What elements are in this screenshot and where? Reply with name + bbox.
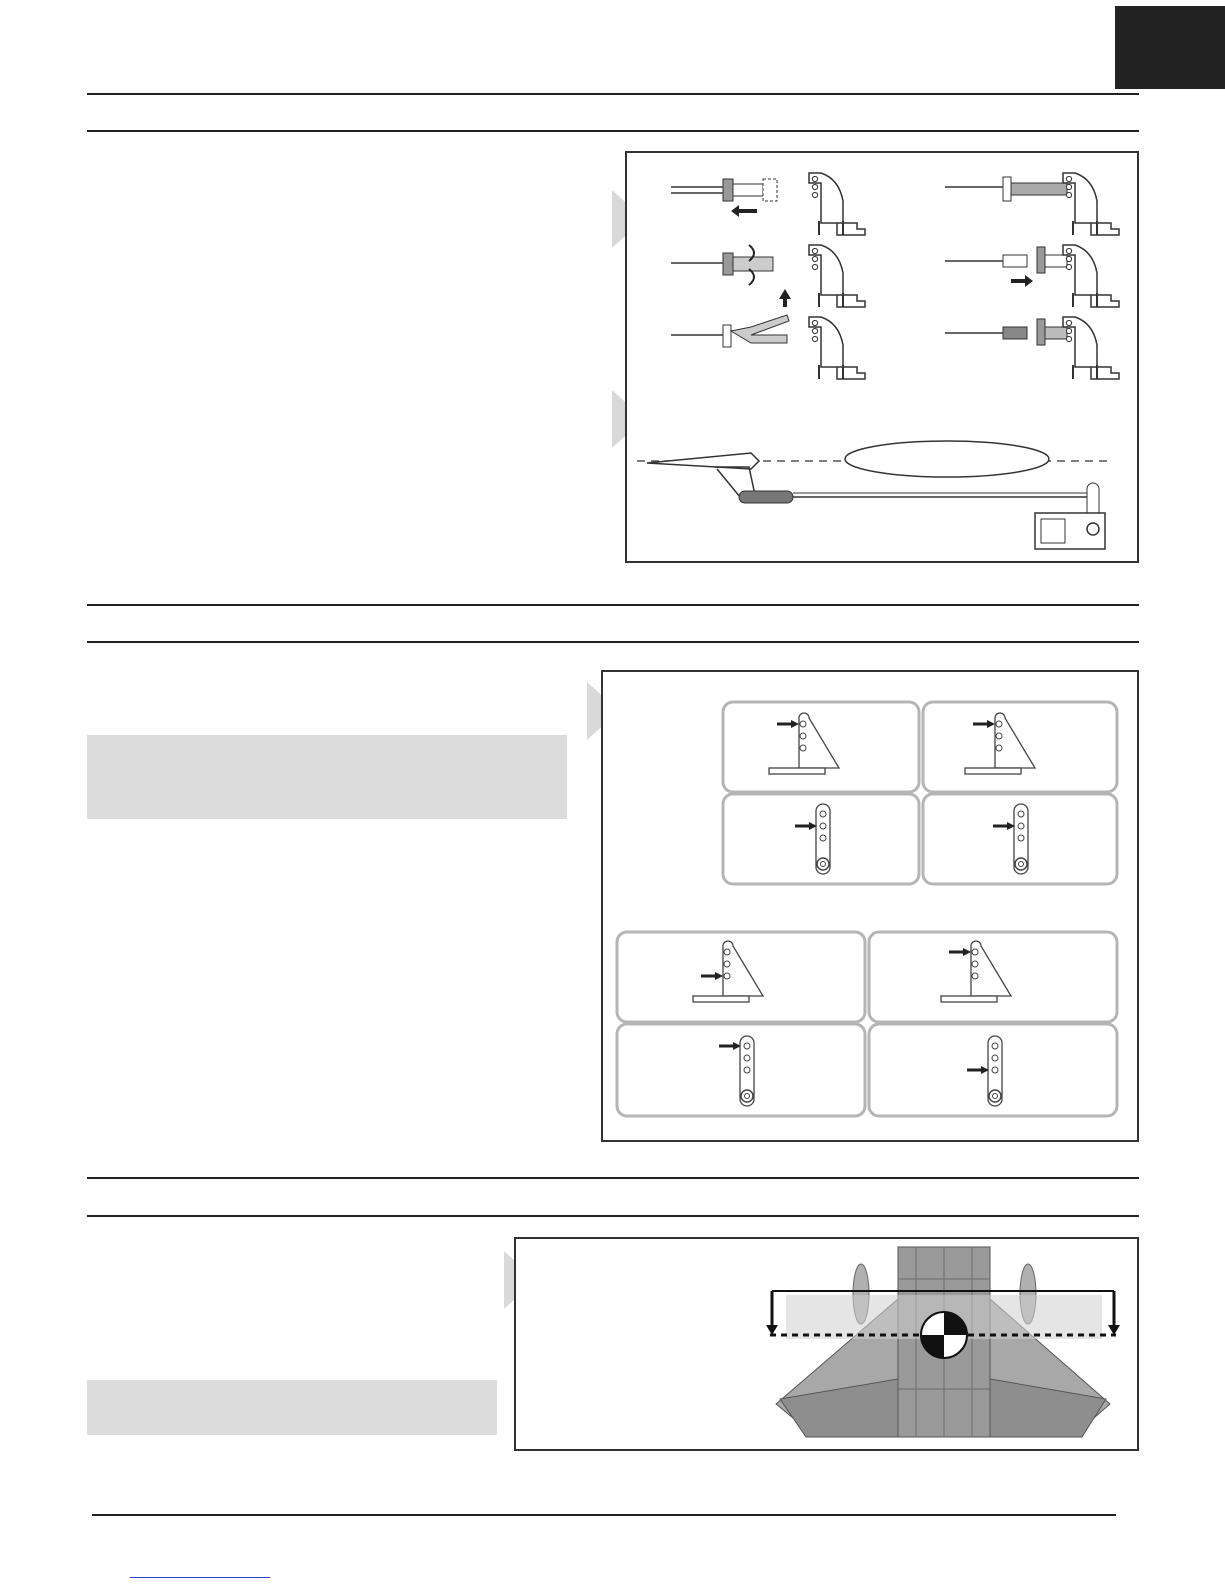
footer-link[interactable] bbox=[130, 1577, 270, 1578]
lower-tile-group bbox=[617, 932, 1117, 1116]
servo-arm-icon bbox=[816, 804, 830, 874]
cg-illustration bbox=[516, 1239, 1137, 1449]
arrow-icon bbox=[795, 822, 817, 830]
clevis-step-3 bbox=[671, 289, 865, 379]
arrow-icon bbox=[1108, 1291, 1120, 1335]
arrow-icon bbox=[949, 948, 971, 956]
footer-rule bbox=[92, 1514, 1116, 1516]
clevis-installed-2 bbox=[945, 245, 1119, 307]
clevis-installed-1 bbox=[945, 173, 1119, 235]
arrow-icon bbox=[701, 972, 723, 980]
arrow-icon bbox=[719, 1042, 741, 1050]
control-horn-icon bbox=[769, 713, 839, 774]
arrow-icon bbox=[993, 822, 1015, 830]
horn-settings-illustration bbox=[603, 672, 1137, 1140]
section-2-bottom-rule bbox=[87, 641, 1139, 643]
cg-marker-icon bbox=[921, 1312, 967, 1358]
servo-arm-icon bbox=[988, 1036, 1002, 1106]
cg-note-box bbox=[87, 1380, 497, 1435]
pushrod-assembly bbox=[637, 441, 1107, 549]
arrow-icon bbox=[967, 1066, 989, 1074]
arrow-icon bbox=[777, 720, 799, 728]
horn-note-box bbox=[87, 735, 567, 819]
clevis-step-2 bbox=[671, 245, 865, 307]
control-horn-icon bbox=[693, 941, 763, 1002]
section-1-top-rule bbox=[87, 93, 1139, 95]
section-1-bottom-rule bbox=[87, 130, 1139, 132]
section-2-top-rule bbox=[87, 604, 1139, 606]
linkage-illustration bbox=[627, 153, 1137, 561]
clevis-step-1 bbox=[671, 173, 865, 235]
linkage-figure bbox=[625, 151, 1139, 563]
section-3-top-rule bbox=[87, 1177, 1139, 1179]
servo-arm-icon bbox=[1014, 804, 1028, 874]
clevis-installed-3 bbox=[945, 317, 1119, 379]
control-horn-icon bbox=[941, 941, 1011, 1002]
control-horn-icon bbox=[965, 713, 1035, 774]
arrow-icon bbox=[973, 720, 995, 728]
cg-figure bbox=[514, 1237, 1139, 1451]
horn-settings-figure bbox=[601, 670, 1139, 1142]
servo-arm-icon bbox=[740, 1036, 754, 1106]
section-3-bottom-rule bbox=[87, 1215, 1139, 1217]
upper-tile-group bbox=[723, 702, 1117, 884]
section-side-tab bbox=[1115, 6, 1225, 89]
